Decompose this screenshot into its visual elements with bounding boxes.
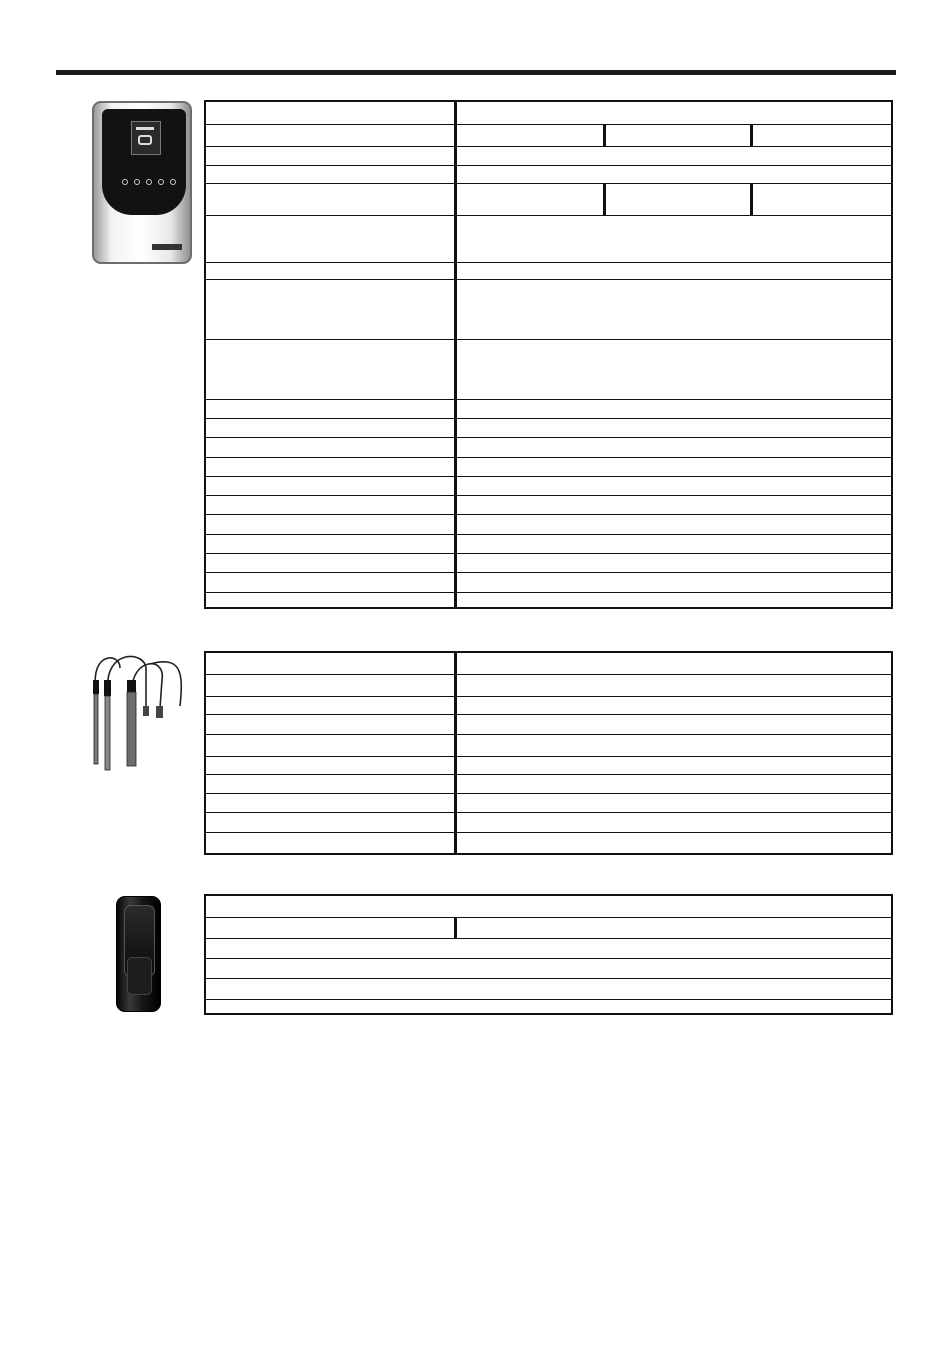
row-label	[206, 715, 454, 734]
row-label	[206, 573, 454, 592]
row-value	[454, 554, 891, 572]
row-value	[454, 535, 891, 553]
row-value	[454, 125, 891, 146]
table-row	[206, 515, 891, 535]
remote-clip	[127, 957, 152, 995]
probes-spec-table	[204, 651, 893, 855]
header-rule	[56, 70, 896, 75]
device-button	[122, 179, 128, 185]
table-row	[206, 263, 891, 280]
row-label	[206, 419, 454, 437]
table-row	[206, 477, 891, 496]
row-value	[454, 400, 891, 418]
row-label	[206, 515, 454, 534]
row-value	[454, 573, 891, 592]
control-unit-face	[102, 109, 186, 215]
row-value	[454, 340, 891, 399]
row-value	[454, 102, 891, 124]
row-value	[454, 775, 891, 793]
row-value	[454, 147, 891, 165]
row-label	[206, 918, 454, 938]
row-value	[454, 263, 891, 279]
row-label	[206, 184, 454, 215]
row-value	[454, 280, 891, 339]
row-label	[206, 216, 454, 262]
table-row	[206, 496, 891, 515]
row-label	[206, 438, 454, 457]
row-label	[206, 554, 454, 572]
row-label	[206, 757, 454, 774]
row-label	[206, 458, 454, 476]
table-row	[206, 813, 891, 833]
row-label	[206, 653, 454, 674]
device-button	[158, 179, 164, 185]
row-label	[206, 675, 454, 696]
table-row	[206, 593, 891, 609]
row-label	[206, 400, 454, 418]
row-label	[206, 280, 454, 339]
table-row	[206, 535, 891, 554]
model-column	[457, 184, 603, 215]
row-label	[206, 166, 454, 183]
device-button	[170, 179, 176, 185]
probes-image	[80, 650, 188, 772]
row-value	[454, 216, 891, 262]
row-value	[206, 959, 891, 978]
table-row	[206, 419, 891, 438]
row-label	[206, 147, 454, 165]
table-row	[206, 184, 891, 216]
brand-badge	[152, 244, 182, 250]
table-row	[206, 896, 891, 918]
row-label	[206, 813, 454, 832]
row-value	[454, 813, 891, 832]
row-value	[206, 1000, 891, 1015]
row-label	[206, 833, 454, 853]
table-row	[206, 166, 891, 184]
table-row	[206, 939, 891, 959]
controller-spec-table	[204, 100, 893, 609]
row-value	[206, 939, 891, 958]
row-value	[454, 477, 891, 495]
table-row	[206, 833, 891, 853]
table-row	[206, 653, 891, 675]
table-row	[206, 280, 891, 340]
table-row	[206, 400, 891, 419]
row-value	[454, 515, 891, 534]
table-row	[206, 979, 891, 1000]
row-value	[454, 833, 891, 853]
row-label	[206, 263, 454, 279]
table-header-cell	[206, 896, 891, 917]
display-screen	[131, 121, 161, 155]
table-row	[206, 147, 891, 166]
model-column	[750, 125, 891, 146]
table-row	[206, 1000, 891, 1015]
row-value	[454, 794, 891, 812]
remote-sensor-image	[116, 896, 161, 1012]
row-value	[454, 593, 891, 609]
control-unit-image	[92, 101, 192, 264]
row-value	[454, 735, 891, 756]
table-row	[206, 959, 891, 979]
row-label	[206, 102, 454, 124]
table-row	[206, 216, 891, 263]
row-value	[454, 438, 891, 457]
row-value	[454, 496, 891, 514]
row-value	[454, 458, 891, 476]
row-label	[206, 593, 454, 609]
row-value	[454, 184, 891, 215]
model-column	[603, 184, 750, 215]
row-label	[206, 535, 454, 553]
device-button	[146, 179, 152, 185]
table-row	[206, 918, 891, 939]
table-row	[206, 775, 891, 794]
table-row	[206, 675, 891, 697]
row-value	[454, 757, 891, 774]
row-value	[206, 979, 891, 999]
row-value	[454, 675, 891, 696]
table-row	[206, 102, 891, 125]
table-row	[206, 757, 891, 775]
row-value	[454, 166, 891, 183]
row-value	[454, 715, 891, 734]
table-row	[206, 573, 891, 593]
row-label	[206, 775, 454, 793]
row-label	[206, 794, 454, 812]
model-column	[750, 184, 891, 215]
table-row	[206, 438, 891, 458]
model-column	[603, 125, 750, 146]
table-row	[206, 735, 891, 757]
row-value	[454, 653, 891, 674]
table-row	[206, 554, 891, 573]
remote-spec-table	[204, 894, 893, 1015]
row-label	[206, 340, 454, 399]
row-value	[454, 697, 891, 714]
model-column	[457, 125, 603, 146]
row-label	[206, 125, 454, 146]
row-label	[206, 477, 454, 495]
table-row	[206, 125, 891, 147]
row-label	[206, 735, 454, 756]
table-row	[206, 458, 891, 477]
device-button	[134, 179, 140, 185]
row-label	[206, 697, 454, 714]
table-row	[206, 715, 891, 735]
table-row	[206, 697, 891, 715]
table-row	[206, 340, 891, 400]
row-value	[454, 419, 891, 437]
table-row	[206, 794, 891, 813]
row-value	[454, 918, 891, 938]
row-label	[206, 496, 454, 514]
